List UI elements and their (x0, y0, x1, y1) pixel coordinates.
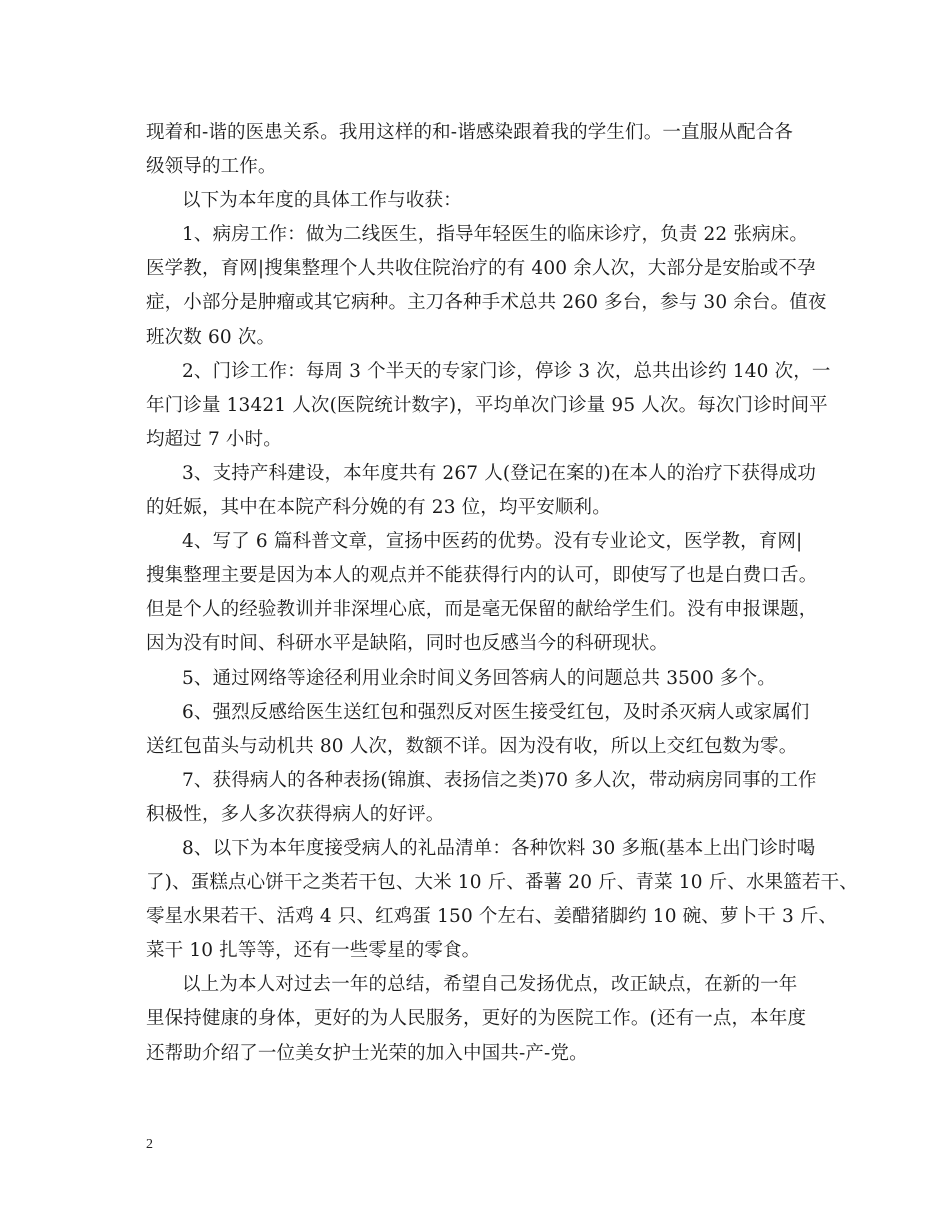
page-number: 2 (146, 1137, 153, 1152)
text-line: 班次数 60 次。 (146, 326, 276, 348)
text-line: 积极性，多人多次获得病人的好评。 (146, 803, 445, 825)
text-line: 现着和-谐的医患关系。我用这样的和-谐感染跟着我的学生们。一直服从配合各 (146, 122, 793, 143)
text-line: 菜干 10 扎等等，还有一些零星的零食。 (146, 940, 481, 962)
text-line: 症，小部分是肿瘤或其它病种。主刀各种手术总共 260 多台，参与 30 余台。值夜 (146, 292, 827, 314)
text-line: 4、写了 6 篇科普文章，宣扬中医药的优势。没有专业论文，医学教，育网| (182, 531, 803, 553)
text-line: 因为没有时间、科研水平是缺陷，同时也反感当今的科研现状。 (146, 633, 669, 655)
text-line: 送红包苗头与动机共 80 人次，数额不详。因为没有收，所以上交红包数为零。 (146, 735, 798, 757)
text-line: 以下为本年度的具体工作与收获： (182, 190, 462, 212)
text-line: 医学教，育网|搜集整理个人共收住院治疗的有 400 余人次，大部分是安胎或不孕 (146, 258, 816, 280)
text-line: 级领导的工作。 (146, 156, 277, 178)
text-line: 6、强烈反感给医生送红包和强烈反对医生接受红包，及时杀灭病人或家属们 (182, 701, 810, 723)
text-line: 搜集整理主要是因为本人的观点并不能获得行内的认可，即使写了也是白费口舌。 (146, 565, 818, 587)
text-line: 1、病房工作：做为二线医生，指导年轻医生的临床诊疗，负责 22 张病床。 (182, 224, 808, 246)
text-line: 年门诊量 13421 人次(医院统计数字)，平均单次门诊量 95 人次。每次门诊时间平 (146, 394, 828, 416)
text-line: 8、以下为本年度接受病人的礼品清单：各种饮料 30 多瓶(基本上出门诊时喝 (182, 837, 816, 859)
text-line: 7、获得病人的各种表扬(锦旗、表扬信之类)70 多人次，带动病房同事的工作 (182, 769, 817, 791)
text-line: 但是个人的经验教训并非深埋心底，而是毫无保留的献给学生们。没有申报课题， (146, 599, 818, 621)
text-line: 了)、蛋糕点心饼干之类若干包、大米 10 斤、番薯 20 斤、青菜 10 斤、水果篮若干、 (146, 872, 858, 894)
text-line: 2、门诊工作：每周 3 个半天的专家门诊，停诊 3 次，总共出诊约 140 次，一 (182, 360, 831, 382)
text-line: 3、支持产科建设，本年度共有 267 人(登记在案的)在本人的治疗下获得成功 (182, 462, 816, 484)
text-line: 5、通过网络等途径利用业余时间义务回答病人的问题总共 3500 多个。 (182, 667, 776, 689)
text-line: 以上为本人对过去一年的总结，希望自己发扬优点，改正缺点，在新的一年 (182, 974, 798, 996)
text-line: 均超过 7 小时。 (146, 428, 282, 450)
text-line: 还帮助介绍了一位美女护士光荣的加入中国共-产-党。 (146, 1042, 588, 1064)
body-text (146, 116, 858, 1071)
text-line: 里保持健康的身体，更好的为人民服务，更好的为医院工作。(还有一点，本年度 (146, 1008, 807, 1030)
text-line: 零星水果若干、活鸡 4 只、红鸡蛋 150 个左右、姜醋猪脚约 10 碗、萝卜干 3 斤、 (146, 906, 838, 928)
text-line: 的妊娠，其中在本院产科分娩的有 23 位，均平安顺利。 (146, 497, 611, 519)
